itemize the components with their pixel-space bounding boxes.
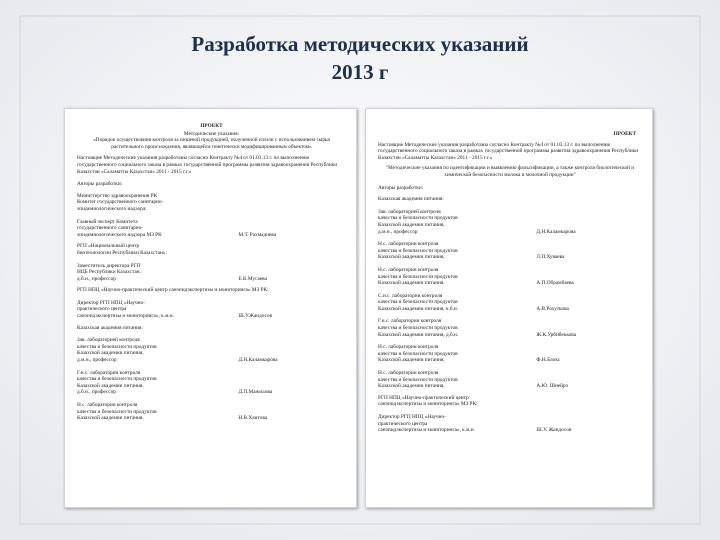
doc-title: «Порядок осуществления контроля за пищевой продукцией, полученной из/или с использованием сырья растительного происхождения, являющейся генетически модифицированным объектом» xyxy=(93,137,330,150)
author-name: Д.Н.Каламкарова xyxy=(238,357,278,364)
author-line: д.м.н., профессор xyxy=(378,228,418,235)
author-line: Н.с. лаборатории контроля xyxy=(378,266,439,273)
author-row xyxy=(77,337,346,363)
title-line-2: 2013 г xyxy=(331,60,389,84)
slide-title xyxy=(0,30,720,86)
intro-text: Настоящие Методические указания разработаны согласно Контракту №4 от 01.03.13 г. по выполнению государственного социального заказа в рамках государственной программы развития здравоохранения Республики Казахстан «Саламатты Казахстан» 2011 - 2015 г.г.» xyxy=(77,155,338,175)
author-line: Казахской академии питания, xyxy=(378,383,445,390)
author-name: Ж.К.Урбибеккова xyxy=(536,331,577,338)
author-line: д.б.н., профессор xyxy=(77,275,116,282)
document-left xyxy=(64,108,357,508)
center-block xyxy=(77,243,346,256)
author-row xyxy=(77,263,346,283)
author-line: качества и безопасности продуктов xyxy=(77,376,157,383)
author-line: Директор РГП НПЦ «Научно- xyxy=(378,414,446,420)
author-line: Казахской академии питания, к.б.н. xyxy=(378,305,459,312)
center-line: РГП «Национальный центр xyxy=(77,243,140,250)
author-line: д.м.н., профессор xyxy=(77,357,117,364)
author-name: М.Т. Рахмадиева xyxy=(238,231,277,238)
author-row xyxy=(378,209,642,235)
author-line: Казахской академии питания, xyxy=(77,350,144,357)
center-block xyxy=(378,395,642,408)
author-name: А.П.Обрамбаева xyxy=(536,280,574,287)
document-right xyxy=(365,108,653,508)
authors-heading: Авторы разработки: xyxy=(77,181,123,188)
author-line: качества и безопасности продуктов xyxy=(378,273,458,280)
author-name: Ш.У. Жандосов xyxy=(536,427,572,434)
author-line: санэпидэкспертизы и мониторинга», к.м.н. xyxy=(378,427,475,434)
author-line: качества и безопасности продуктов xyxy=(378,299,458,306)
author-name: Д.П.Мажилова xyxy=(238,389,273,396)
author-line: качества и безопасности продуктов xyxy=(378,215,458,222)
author-line: практического центра xyxy=(77,306,127,313)
author-line: Зав. лабораторией контроля xyxy=(378,208,441,215)
author-row xyxy=(378,344,642,364)
project-label: ПРОЕКТ xyxy=(200,123,223,129)
author-line: Н.с. лаборатории контроля xyxy=(77,402,138,408)
author-line: Н.с. лаборатории контроля xyxy=(378,344,439,351)
center-heading: РГП НПЦ «Научно-практический центр санэпидэкспертизы и мониторинга» МЗ РК: xyxy=(77,287,269,294)
center-line: биотехнологии Республики Казахстан»: xyxy=(77,249,167,256)
author-row xyxy=(378,370,642,390)
author-name: А.Ю. Шнейрэ xyxy=(536,383,569,390)
nutrition-heading: Казахская академия питания: xyxy=(378,196,444,203)
center-line: санэпидэкспертизы и мониторинга» МЗ РК: xyxy=(378,401,478,408)
author-name: А.В.Рохуткова xyxy=(536,305,569,312)
author-row xyxy=(77,370,346,396)
author-row xyxy=(378,241,642,261)
author-row xyxy=(378,267,642,287)
center-line: РГП НПЦ «Научно-практический центр xyxy=(378,394,469,401)
author-line: Казахской академии питания, xyxy=(378,357,445,364)
author-line: Н.с. лаборатории контроля xyxy=(378,370,439,377)
author-row xyxy=(77,300,346,320)
intro-text: Настоящие Методические указания разработаны согласно Контракту №4 от 01.03.13 г. по выполнению государственного социального заказа в рамках государственной программы развития здравоохранения Республики Казахстан «Саламатты Казахстан» 2011 - 2015 г.г.» xyxy=(378,141,639,161)
author-row xyxy=(378,293,642,313)
author-row xyxy=(77,219,346,239)
document-quote-title: "Методические указания по идентификации и выявлению фальсификации, а также контроля биологической и химической безопасности молока и молочной продукции" xyxy=(385,165,635,178)
author-line: Заместитель директора РГП xyxy=(77,262,141,269)
author-name: Ш.У.Жандосов xyxy=(238,313,273,320)
author-line: Казахской академии питания, д.б.н. xyxy=(378,331,459,338)
author-line: НЦБ Республики Казахстан, xyxy=(77,269,141,276)
ministry-line: эпидемиологического надзора: xyxy=(77,205,147,212)
author-name: Н.В.Хаитова xyxy=(238,415,268,422)
title-line-1: Разработка методических указаний xyxy=(191,32,529,56)
author-line: практического центра xyxy=(378,420,428,427)
author-row xyxy=(378,414,642,434)
author-line: эпидемиологического надзора МЗ РК xyxy=(77,231,162,238)
author-line: качества и безопасности продуктов xyxy=(378,247,458,254)
author-line: С.н.с. лаборатории контроля xyxy=(378,292,443,299)
author-name: Е.К.Мусаева xyxy=(238,275,267,282)
author-name: Д.Н.Каламкарова xyxy=(536,228,576,235)
author-line: Главный эксперт Комитета xyxy=(77,218,138,225)
ministry-block xyxy=(77,193,346,213)
author-line: качества и безопасности продуктов xyxy=(77,408,157,415)
author-line: Директор РГП НПЦ «Научно- xyxy=(77,299,145,306)
project-label: ПРОЕКТ xyxy=(613,131,636,137)
author-line: качества и безопасности продуктов xyxy=(378,350,458,357)
author-line: Казахской академии питания, xyxy=(77,415,144,422)
author-row xyxy=(378,318,642,338)
author-line: качества и безопасности продуктов xyxy=(378,376,458,383)
authors-heading: Авторы разработки: xyxy=(378,184,424,191)
author-line: государственного санитарно- xyxy=(77,225,143,232)
author-line: Зав. лабораторией контроля xyxy=(77,337,140,344)
doc-type: Методические указания: xyxy=(183,130,240,137)
ministry-line: Министерство здравоохранения РК xyxy=(77,192,158,199)
author-line: Г.н.с. лаборатории контроля xyxy=(77,369,141,376)
ministry-line: Комитет государственного санитарно- xyxy=(77,199,164,206)
author-line: Казахской академии питания, xyxy=(77,382,144,389)
author-line: Казахской академии питания, xyxy=(378,280,445,287)
author-name: Л.П.Хуваева xyxy=(536,254,565,261)
author-line: д.б.н., профессор xyxy=(77,389,116,396)
nutrition-heading: Казахская академия питания: xyxy=(77,324,143,331)
author-line: санэпидэкспертизы и мониторинга», к.м.н. xyxy=(77,313,174,320)
author-line: качества и безопасности продуктов xyxy=(378,325,458,332)
author-name: Ф.Н.Блокс xyxy=(536,357,561,364)
author-line: Г.н.с. лаборатории контроля xyxy=(378,318,442,325)
author-line: Н.с. лаборатории контроля xyxy=(378,241,439,248)
author-line: Казахской академии питания, xyxy=(378,221,445,228)
author-line: качества и безопасности продуктов xyxy=(77,343,157,350)
author-line: Казахской академии питания, xyxy=(378,254,445,261)
author-row xyxy=(77,402,346,422)
